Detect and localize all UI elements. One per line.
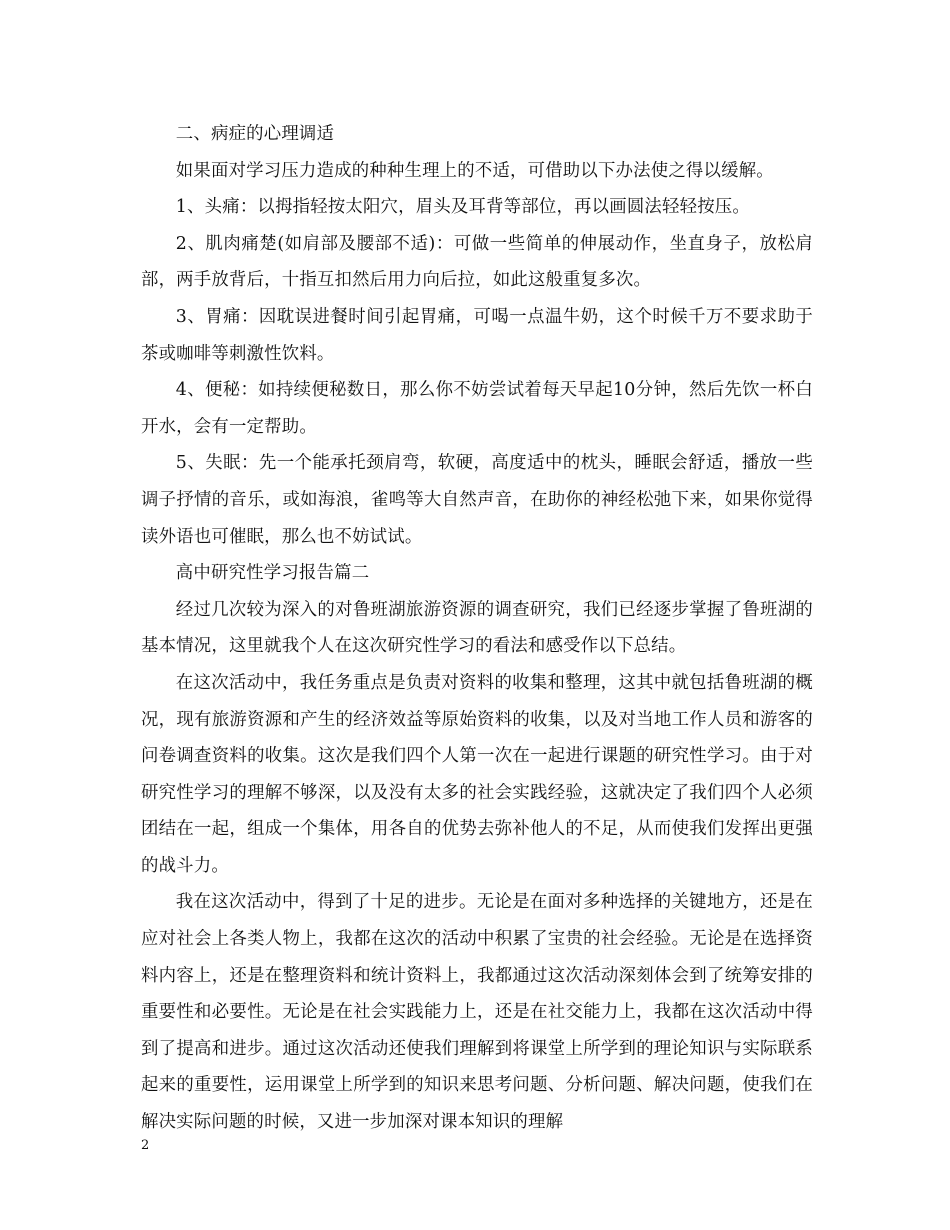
list-item: 5、失眠：先一个能承托颈肩弯，软硬，高度适中的枕头，睡眠会舒适，播放一些调子抒情的音乐，或如海浪，雀鸣等大自然声音，在助你的神经松弛下来，如果你觉得读外语也可催眠，那么也不妨试试。 [141,453,813,547]
paragraph: 在这次活动中，我任务重点是负责对资料的收集和整理，这其中就包括鲁班湖的概况，现有旅游资源和产生的经济效益等原始资料的收集，以及对当地工作人员和游客的问卷调查资料的收集。这次是我们四个人第一次在一起进行课题的研究性学习。由于对研究性学习的理解不够深，以及没有太多的社会实践经验，这就决定了我们四个人必须团结在一起，组成一个集体，用各自的优势去弥补他人的不足，从而使我们发挥出更强的战斗力。 [141,672,813,876]
list-item: 2、肌肉痛楚(如肩部及腰部不适)：可做一些简单的伸展动作，坐直身子，放松肩部，两手放背后，十指互扣然后用力向后拉，如此这般重复多次。 [141,233,813,291]
list-item: 4、便秘：如持续便秘数日，那么你不妨尝试着每天早起10分钟，然后先饮一杯白开水，会有一定帮助。 [141,380,813,437]
paragraph: 如果面对学习压力造成的种种生理上的不适，可借助以下办法使之得以缓解。 [175,160,774,181]
paragraph: 我在这次活动中，得到了十足的进步。无论是在面对多种选择的关键地方，还是在应对社会上各类人物上，我都在这次的活动中积累了宝贵的社会经验。无论是在选择资料内容上，还是在整理资料和统计资料上，我都通过这次活动深刻体会到了统筹安排的重要性和必要性。无论是在社会实践能力上，还是在社交能力上，我都在这次活动中得到了提高和进步。通过这次活动还使我们理解到将课堂上所学到的理论知识与实际联系起来的重要性，运用课堂上所学到的知识来思考问题、分析问题、解决问题，使我们在解决实际问题的时候，又进一步加深对课本知识的理解 [141,892,813,1133]
list-item: 1、头痛：以拇指轻按太阳穴，眉头及耳背等部位，再以画圆法轻轻按压。 [175,197,750,218]
article-title: 高中研究性学习报告篇二 [175,563,370,584]
document-body [141,116,813,1141]
page-number: 2 [141,1138,150,1153]
section-heading: 二、病症的心理调适 [175,124,335,144]
list-item: 3、胃痛：因耽误进餐时间引起胃痛，可喝一点温牛奶，这个时候千万不要求助于茶或咖啡等刺激性饮料。 [141,306,813,364]
paragraph: 经过几次较为深入的对鲁班湖旅游资源的调查研究，我们已经逐步掌握了鲁班湖的基本情况，这里就我个人在这次研究性学习的看法和感受作以下总结。 [141,599,813,657]
